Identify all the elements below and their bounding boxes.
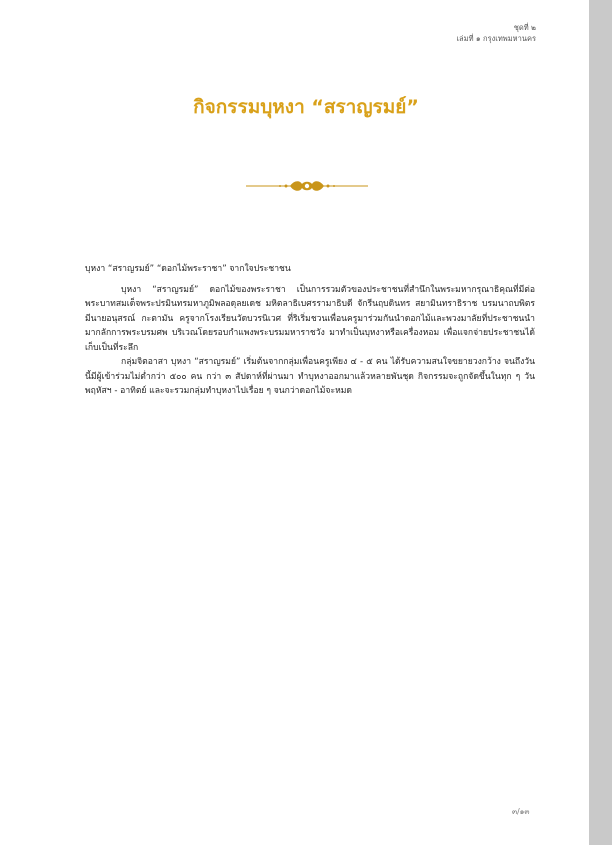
header-volume: เล่มที่ ๑ กรุงเทพมหานคร — [456, 34, 536, 43]
section-heading: บุหงา “สราญรมย์” “ดอกไม้พระราชา” จากใจประชาชน — [85, 264, 291, 274]
paragraph: กลุ่มจิตอาสา บุหงา “สราญรมย์” เริ่มต้นจากกลุ่มเพื่อนครูเพียง ๔ - ๕ คน ได้รับความสนใจขยายวงกว้าง จนถึงวันนี้มีผู้เข้าร่วมไม่ต่ำกว่า ๕๐๐ คน กว่า ๓ สัปดาห์ที่ผ่านมา ทำบุหงาออกมาแล้วหลายพันชุด กิจกรรมจะถูกจัดขึ้นในทุก ๆ วันพฤหัสฯ - อาทิตย์ และจะรวมกลุ่มทำบุหงาไปเรื่อย ๆ จนกว่าดอกไม้จะหมด — [85, 357, 535, 396]
decorative-divider-icon — [246, 178, 368, 194]
paragraph: บุหงา “สราญรมย์” ดอกไม้ของพระราชา เป็นการรวมตัวของประชาชนที่สำนึกในพระมหากรุณาธิคุณที่มีต่อพระบาทสมเด็จพระปรมินทรมหาภูมิพลอดุลยเดช มหิตลาธิเบศรรามาธิบดี จักรีนฤบดินทร สยามินทราธิราช บรมนาถบพิตร มีนายอนุสรณ์ กะตามัน ครูจากโรงเรียนวัดบวรนิเวศ ที่ริเริ่มชวนเพื่อนครูมาร่วมกันนำดอกไม้และพวงมาลัยที่ประชาชนนำมากลักการพระบรมศพ บริเวณโดยรอบกำแพงพระบรมมหาราชวัง มาทำเป็นบุหงาหรือเครื่องหอม เพื่อแจกจ่ายประชาชนได้เก็บเป็นที่ระลึก — [85, 284, 535, 353]
page-header — [456, 22, 536, 44]
page-title: กิจกรรมบุหงา “สราญรมย์” — [193, 96, 419, 118]
page-number: ๓/๑๓ — [512, 807, 530, 816]
side-margin-bar — [589, 0, 612, 845]
article-body — [85, 262, 535, 399]
header-series: ชุดที่ ๒ — [513, 23, 536, 32]
